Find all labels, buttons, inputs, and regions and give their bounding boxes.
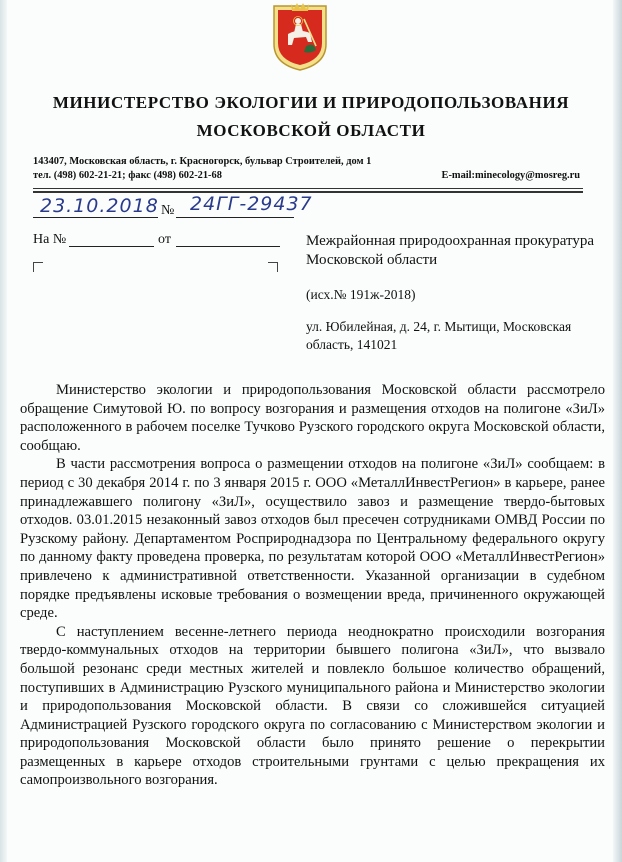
ministry-title-line2: МОСКОВСКОЙ ОБЛАСТИ xyxy=(196,121,426,140)
handwritten-date: 23.10.2018 xyxy=(40,195,159,217)
reference-from-label: от xyxy=(158,232,171,247)
recipient-address: ул. Юбилейная, д. 24, г. Мытищи, Московская область, 141021 xyxy=(306,319,572,352)
recipient-name: Межрайонная природоохранная прокуратура Московской области xyxy=(306,233,594,268)
handwritten-number: 24ГГ-29437 xyxy=(190,193,313,215)
reference-date-underline xyxy=(176,246,280,247)
number-underline xyxy=(176,217,294,218)
ministry-address: 143407, Московская область, г. Красногорск, бульвар Строителей, дом 1 xyxy=(33,156,372,167)
reference-underline xyxy=(69,246,154,247)
ministry-phones: тел. (498) 602-21-21; факс (498) 602-21-68 xyxy=(33,170,222,181)
moscow-region-emblem-icon xyxy=(270,2,330,72)
corner-mark-right xyxy=(268,262,278,272)
paragraph-2: В части рассмотрения вопроса о размещении отходов на полигоне «ЗиЛ» сообщаем: в период с 30 декабря 2014 г. по 3 января 2015 г. ООО «МеталлИнвестРегион» в карьере, ранее принадлежавшего полигону «ЗиЛ», осуществило завоз и размещение твердо-бытовых отходов. 03.01.2015 незаконный завоз отходов был пресечен сотрудниками ОМВД России по Рузскому району. Департаментом Росприроднадзора по Центральному федерального округу по данному факту проведена проверка, по результатам которой ООО «МеталлИнвестРегион» привлечено к административной ответственности. Указанной организации в судебном порядке предъявлены исковые требования о возмещении вреда, причиненного окружающей среде. xyxy=(20,456,605,622)
corner-mark-left xyxy=(33,262,43,272)
reference-label: На № xyxy=(33,232,67,247)
date-underline xyxy=(33,217,158,218)
paragraph-1: Министерство экологии и природопользования Московской области рассмотрело обращение Симутовой Ю. по вопросу возгорания и размещения отходов на полигоне «ЗиЛ» расположенного в рабочем поселке Тучково Рузского городского округа Московской области, сообщаю. xyxy=(20,382,605,454)
recipient-reference: (исх.№ 191ж-2018) xyxy=(306,287,416,302)
number-label: № xyxy=(161,203,175,218)
ministry-email: E-mail:minecology@mosreg.ru xyxy=(441,170,580,181)
header-divider xyxy=(33,188,583,189)
letter-body xyxy=(20,381,605,790)
ministry-title-line1: МИНИСТЕРСТВО ЭКОЛОГИИ И ПРИРОДОПОЛЬЗОВАНИЯ xyxy=(52,93,570,112)
paragraph-3: С наступлением весенне-летнего периода неоднократно происходили возгорания твердо-коммунальных отходов на территории бывшего полигона «ЗиЛ», что вызвало большой резонанс среди местных жителей и повлекло большое количество обращений, поступивших в Администрацию Рузского муниципального района и Министерство экологии и природопользования Московской области. В связи со сложившейся ситуацией Администрацией Рузского городского округа по согласованию с Министерством экологии и природопользования Московской области было принято решение о перекрытии размещенных в карьере отходов строительными грунтами с целью прекращения их самопроизвольного возгорания. xyxy=(20,623,605,789)
